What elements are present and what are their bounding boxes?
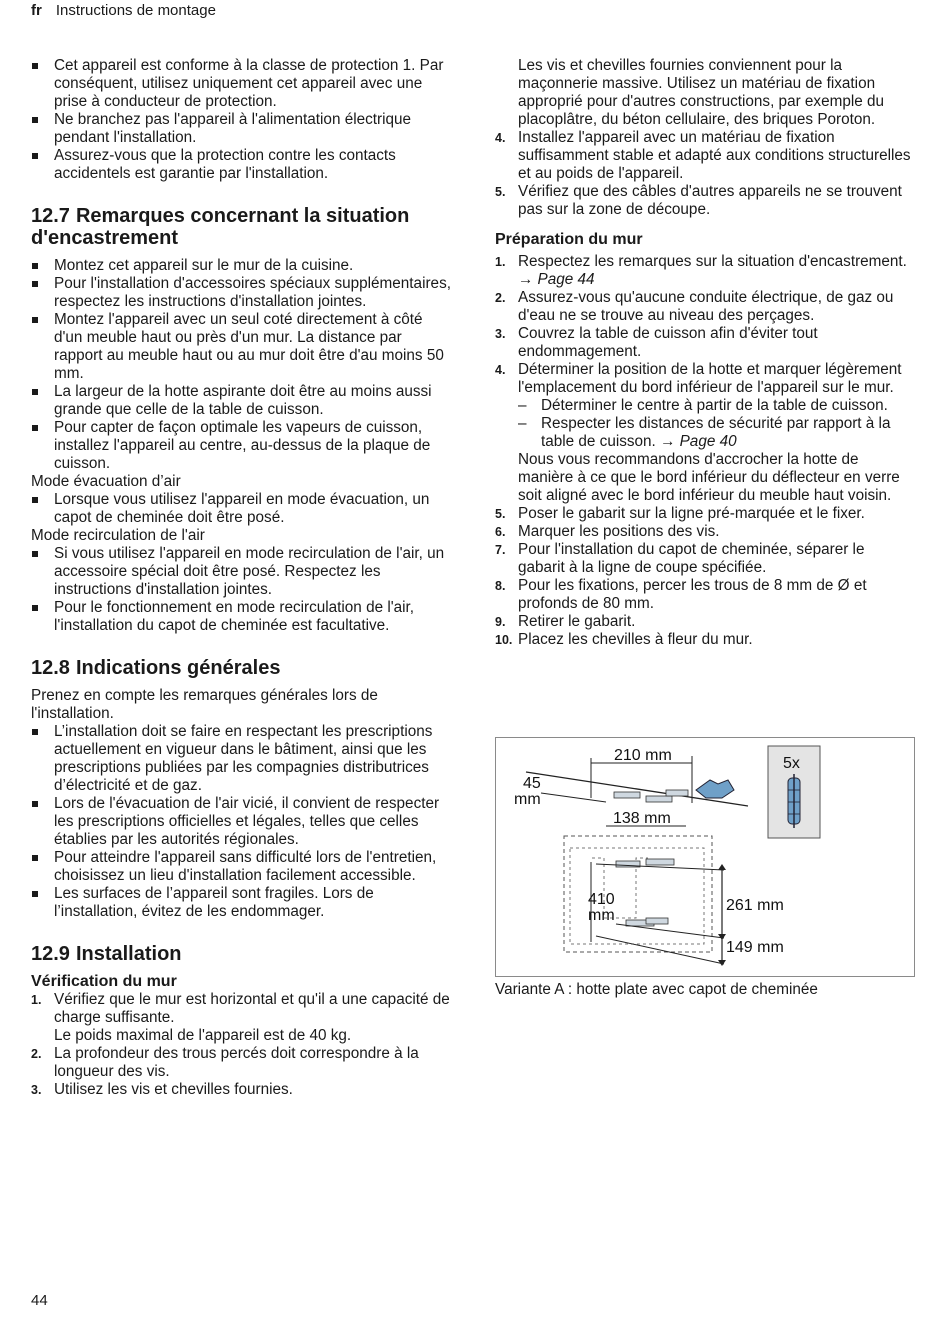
list-item [495, 613, 915, 631]
list-item: Pour capter de façon optimale les vapeurs de cuisson, installez l'appareil au centre, au-dessus de la plaque de cuisson. [31, 419, 451, 473]
dim-arrow [718, 864, 726, 870]
list-item: Pour le fonctionnement en mode recirculation de l'air, l'installation du capot de cheminée est facultative. [31, 599, 451, 635]
list-item [31, 1045, 451, 1081]
intro-bullet-list [31, 57, 451, 183]
list-item [495, 523, 915, 541]
hood-outline [564, 836, 712, 952]
page-number: 44 [31, 1292, 48, 1309]
page-reference-link[interactable]: Page 44 [537, 271, 595, 288]
step-number: 10. [495, 633, 513, 647]
page-header [31, 2, 216, 19]
step-number: 5. [495, 507, 506, 521]
list-item [495, 325, 915, 361]
dash-list [518, 397, 915, 451]
list-item: Lorsque vous utilisez l'appareil en mode évacuation, un capot de cheminée doit être posé. [31, 491, 451, 527]
dash-item [518, 415, 915, 451]
section-title: Remarques concernant la situation d'encastrement [31, 205, 410, 249]
dim-line [596, 936, 724, 964]
wall-plug-icon [788, 774, 800, 828]
list-item [495, 577, 915, 613]
list-item [495, 631, 915, 649]
step-number: 2. [31, 1047, 42, 1061]
mode-evacuation-label: Mode évacuation d’air [31, 473, 181, 490]
list-item [495, 361, 915, 505]
wall-check-steps [31, 991, 451, 1099]
step-number: 1. [31, 993, 42, 1007]
list-item [31, 1081, 451, 1099]
dim-138: 138 mm [613, 810, 671, 827]
mode-evacuation-list [31, 491, 451, 527]
step-text: Déterminer la position de la hotte et marquer légèrement l'emplacement du bord inférieur de l'appareil sur le mur. [518, 361, 902, 396]
step-text: Poser le gabarit sur la ligne pré-marquée et le fixer. [518, 505, 865, 522]
mode-recirculation-label: Mode recirculation de l'air [31, 527, 205, 544]
step-text: Marquer les positions des vis. [518, 523, 720, 540]
language-code: fr [31, 2, 42, 19]
dim-410: 410 [588, 891, 615, 908]
step-number: 8. [495, 579, 506, 593]
dim-45-unit: mm [514, 791, 541, 808]
step-text: Installez l'appareil avec un matériau de fixation suffisamment stable et adapté aux conditions structurelles et au poids de l'appareil. [518, 129, 911, 182]
step-text: Couvrez la table de cuisson afin d'éviter tout endommagement. [518, 325, 818, 360]
section-number: 12.8 [31, 657, 70, 679]
right-column [495, 57, 915, 649]
list-item: Si vous utilisez l'appareil en mode recirculation de l'air, un accessoire spécial doit être posé. Respectez les instructions d'installation jointes. [31, 545, 451, 599]
list-item: Ne branchez pas l'appareil à l'alimentation électrique pendant l'installation. [31, 111, 451, 147]
section-number: 12.7 [31, 205, 70, 227]
dim-410-unit: mm [588, 907, 615, 924]
step-text: Vérifiez que des câbles d'autres appareils ne se trouvent pas sur la zone de découpe. [518, 183, 902, 218]
step-text: Respectez les remarques sur la situation d'encastrement. [518, 253, 907, 270]
step-number: 4. [495, 131, 506, 145]
list-item: Cet appareil est conforme à la classe de protection 1. Par conséquent, utilisez uniquement cet appareil avec une prise à conducteur de protection. [31, 57, 451, 111]
wall-prep-steps [495, 253, 915, 649]
list-item: Les surfaces de l’appareil sont fragiles. Lors de l’installation, évitez de les endommager. [31, 885, 451, 921]
section-number: 12.9 [31, 943, 70, 965]
step-text: Pour les fixations, percer les trous de 8 mm de Ø et profonds de 80 mm. [518, 577, 867, 612]
lower-screws [626, 918, 668, 926]
dim-line [616, 924, 724, 938]
s128-intro: Prenez en compte les remarques générales lors de l'installation. [31, 687, 378, 722]
step-number: 7. [495, 543, 506, 557]
step-number: 5. [495, 185, 506, 199]
dim-45: 45 [523, 775, 541, 792]
section-12-7-heading [31, 205, 451, 249]
s127-bullet-list [31, 257, 451, 473]
list-item: Pour atteindre l'appareil sans difficulté lors de l'entretien, choisissez un lieu d'installation facilement accessible. [31, 849, 451, 885]
list-item: Montez l'appareil avec un seul coté directement à côté d'un meuble haut ou près d'un mur. La distance par rapport au meuble haut ou au mur doit être d'au moins 50 mm. [31, 311, 451, 383]
installation-diagram [495, 737, 915, 977]
list-item [495, 541, 915, 577]
step-text: Retirer le gabarit. [518, 613, 636, 630]
step-text: La profondeur des trous percés doit correspondre à la longueur des vis. [54, 1045, 419, 1080]
step-number: 3. [495, 327, 506, 341]
wall-check-steps-continued [495, 129, 915, 219]
step-number: 2. [495, 291, 506, 305]
list-item [495, 289, 915, 325]
step-text: Placez les chevilles à fleur du mur. [518, 631, 753, 648]
step-extra: Le poids maximal de l'appareil est de 40 kg. [54, 1027, 352, 1044]
list-item [495, 505, 915, 523]
step-note: Nous vous recommandons d'accrocher la hotte de manière à ce que le bord inférieur du déflecteur en verre soit aligné avec le bord inférieur du meuble haut voisin. [518, 451, 900, 504]
quantity-label: 5x [783, 755, 800, 772]
left-column [31, 57, 451, 1099]
arrow-icon: → [518, 271, 534, 288]
list-item [495, 129, 915, 183]
step-text: Utilisez les vis et chevilles fournies. [54, 1081, 293, 1098]
wall-template-drawing [496, 738, 914, 976]
step-number: 6. [495, 525, 506, 539]
figure-caption: Variante A : hotte plate avec capot de cheminée [495, 981, 818, 998]
list-item: Assurez-vous que la protection contre les contacts accidentels est garantie par l'installation. [31, 147, 451, 183]
step-number: 1. [495, 255, 506, 269]
step-text: Assurez-vous qu'aucune conduite électrique, de gaz ou d'eau ne se trouve au niveau des perçages. [518, 289, 894, 324]
dim-149: 149 mm [726, 939, 784, 956]
wall-check-heading: Vérification du mur [31, 973, 177, 990]
list-item: Lors de l'évacuation de l'air vicié, il convient de respecter les prescriptions officielles et légales, telles que celles établies par les autorités régionales. [31, 795, 451, 849]
wall-prep-heading: Préparation du mur [495, 231, 643, 248]
section-title: Installation [75, 943, 182, 965]
dim-210: 210 mm [614, 747, 672, 764]
step-number: 9. [495, 615, 506, 629]
step-text: Vérifiez que le mur est horizontal et qu'il a une capacité de charge suffisante. [54, 991, 450, 1026]
step-number: 3. [31, 1083, 42, 1097]
wall-check-continuation: Les vis et chevilles fournies conviennent pour la maçonnerie massive. Utilisez un matériau de fixation approprié pour d'autres constructions, par exemple du placoplâtre, du béton cellulaire, des briques Poroton. [518, 57, 885, 128]
dim-261: 261 mm [726, 897, 784, 914]
step-text: Respecter les distances de sécurité par rapport à la table de cuisson. [541, 415, 891, 450]
list-item [495, 183, 915, 219]
list-item: Montez cet appareil sur le mur de la cuisine. [31, 257, 451, 275]
list-item: L’installation doit se faire en respectant les prescriptions actuellement en vigueur dans le bâtiment, ainsi que les prescriptions publiées par les compagnies distributrices d’électricité et de gaz. [31, 723, 451, 795]
list-item [495, 253, 915, 289]
list-item: Pour l'installation d'accessoires spéciaux supplémentaires, respectez les instructions d'installation jointes. [31, 275, 451, 311]
list-item [31, 991, 451, 1045]
section-title: Indications générales [75, 657, 281, 679]
list-item: La largeur de la hotte aspirante doit être au moins aussi grande que celle de la table de cuisson. [31, 383, 451, 419]
dim-line [541, 793, 606, 802]
step-text: Pour l'installation du capot de cheminée, séparer le gabarit à la ligne de coupe spécifiée. [518, 541, 865, 576]
mode-recirculation-list [31, 545, 451, 635]
step-number: 4. [495, 363, 506, 377]
s128-bullet-list [31, 723, 451, 921]
arrow-icon: → [660, 433, 676, 450]
mounting-bracket [696, 780, 734, 798]
page-reference-link[interactable]: Page 40 [679, 433, 737, 450]
header-title: Instructions de montage [55, 2, 216, 19]
section-12-9-heading [31, 943, 451, 965]
dash-item: – Déterminer le centre à partir de la table de cuisson. [518, 397, 915, 415]
section-12-8-heading [31, 657, 451, 679]
